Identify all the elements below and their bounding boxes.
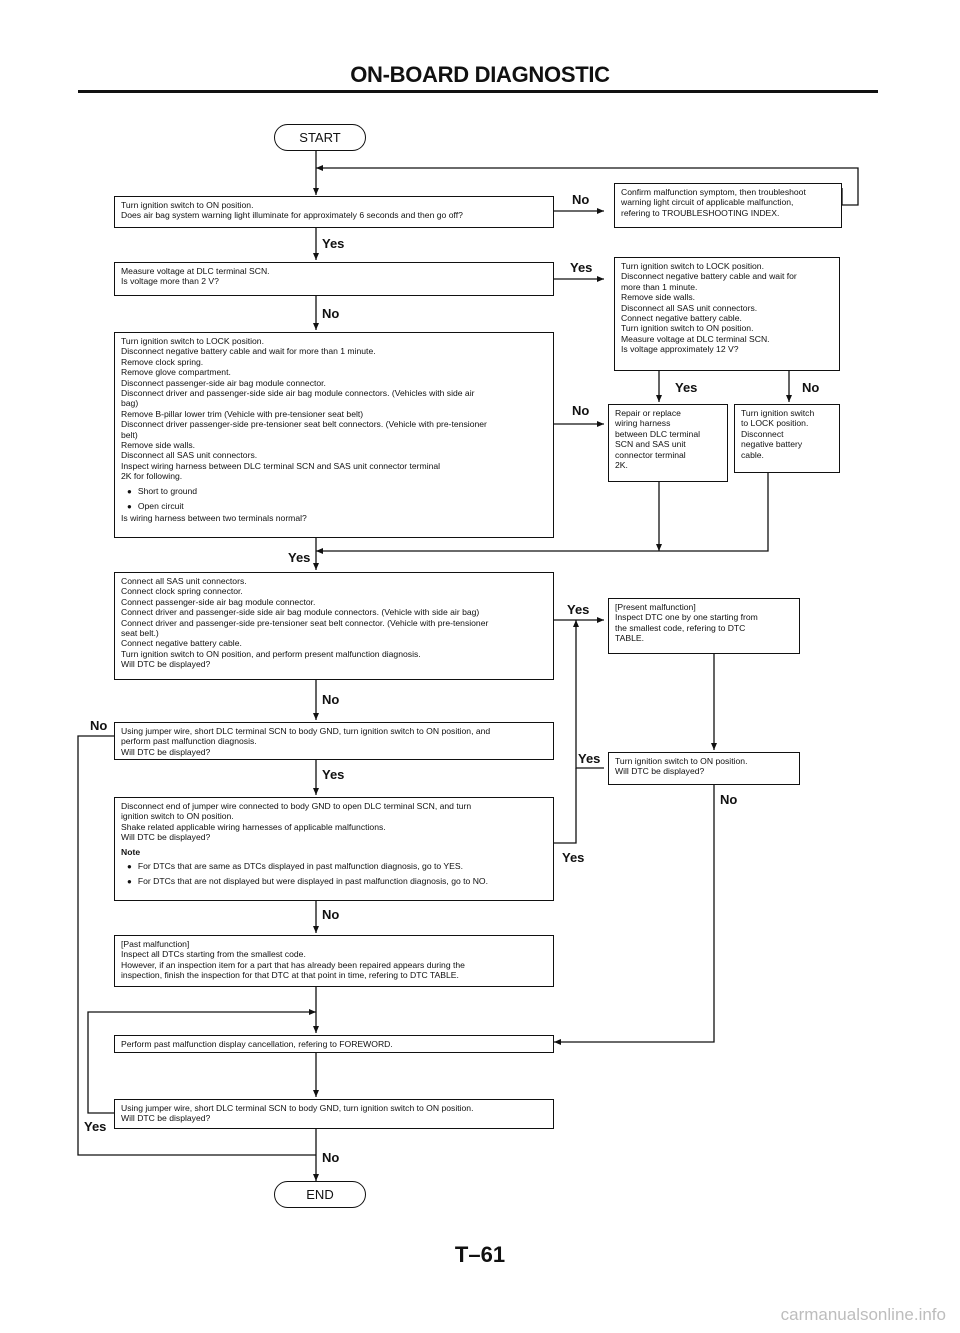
lock-line-7: Turn ignition switch to ON position. [621,323,754,334]
present-line-2: Inspect DTC one by one starting from [615,612,758,623]
tilock-line-2: to LOCK position. [741,418,809,429]
connect-line-3: Connect passenger-side air bag module connector. [121,596,316,607]
big-line-1: Turn ignition switch to LOCK position. [121,336,264,346]
label-q2-no: No [322,306,340,321]
repair-line-3: between DLC terminal [615,428,701,439]
connect-line-6: seat belt.) [121,628,159,639]
label-q1-yes: Yes [322,236,345,251]
lock-line-3: more than 1 minute. [621,281,698,292]
big-line-6: Disconnect driver and passenger-side side air bag module connectors. (Vehicles with side air [121,388,475,399]
label-disconnect-yes: Yes [562,850,585,865]
start-terminal: START [274,124,366,151]
q2-line-1: Measure voltage at DLC terminal SCN. [121,266,270,276]
repair-line-5: connector terminal [615,449,686,460]
jumper-line-3: Will DTC be displayed? [121,746,211,757]
big-bullet-short: ● Short to ground [121,486,547,497]
big-line-13: Inspect wiring harness between DLC terminal SCN and SAS unit connector terminal [121,460,441,471]
box-cancel-past-malfunction [114,1035,554,1053]
box-harness-inspection [114,332,554,538]
box-measure-voltage [114,262,554,296]
box-ignition-lock-disconnect [734,404,840,473]
label-q2-yes: Yes [570,260,593,275]
label-big-yes: Yes [288,550,311,565]
q1-line-2: Does air bag system warning light illuminate for approximately 6 seconds and then go off? [121,210,463,221]
note-bullet-no: ● For DTCs that are not displayed but were displayed in past malfunction diagnosis, go to NO. [121,876,547,887]
big-line-9: Disconnect driver passenger-side pre-tensioner seat belt connectors. (Vehicle with pre-tensioner [121,419,487,430]
box-jumper-past-diagnosis [114,722,554,760]
confirm-line-1: Confirm malfunction symptom, then troubleshoot [621,187,806,197]
label-lock-yes: Yes [675,380,698,395]
label-connect-yes: Yes [567,602,590,617]
big-line-2: Disconnect negative battery cable and wait for more than 1 minute. [121,346,376,357]
watermark: carmanualsonline.info [780,1305,946,1324]
past-line-1: [Past malfunction] [121,939,190,949]
lock-line-2: Disconnect negative battery cable and wait for [621,271,797,282]
tilock-line-1: Turn ignition switch [741,408,815,418]
present-line-3: the smallest code, refering to DTC [615,622,746,633]
lock-line-1: Turn ignition switch to LOCK position. [621,261,764,271]
tilock-line-4: negative battery [741,439,803,450]
q2-line-2: Is voltage more than 2 V? [121,276,219,287]
box-ignition-on-warning-light [114,196,554,228]
jumper2-line-2: Will DTC be displayed? [121,1113,211,1124]
label-tion-yes: Yes [578,751,601,766]
box-confirm-malfunction [614,183,842,228]
past-line-3: However, if an inspection item for a part that has already been repaired appears during the [121,959,465,970]
label-jumper2-no: No [322,1150,340,1165]
connect-line-4: Connect driver and passenger-side side air bag module connectors. (Vehicle with side air bag) [121,607,480,618]
repair-line-2: wiring harness [615,418,671,429]
box-connect-all [114,572,554,680]
connect-line-2: Connect clock spring connector. [121,586,243,597]
tilock-line-5: cable. [741,449,764,460]
big-line-4: Remove glove compartment. [121,367,231,378]
present-line-1: [Present malfunction] [615,602,696,612]
big-bullet-open: ● Open circuit [121,501,547,512]
end-terminal: END [274,1181,366,1208]
big-line-8: Remove B-pillar lower trim (Vehicle with pre-tensioner seat belt) [121,408,364,419]
connect-line-7: Connect negative battery cable. [121,638,242,649]
label-disconnect-no: No [322,907,340,922]
note-bullet-yes: ● For DTCs that are same as DTCs displayed in past malfunction diagnosis, go to YES. [121,861,547,872]
big-line-10: belt) [121,429,138,440]
tilock-line-3: Disconnect [741,428,784,439]
tion-line-1: Turn ignition switch to ON position. [615,756,748,766]
connect-line-9: Will DTC be displayed? [121,659,211,670]
lock-line-6: Connect negative battery cable. [621,313,742,324]
q1-line-1: Turn ignition switch to ON position. [121,200,254,210]
label-jumper-no: No [90,718,108,733]
label-big-no: No [572,403,590,418]
disconnect-line-2: ignition switch to ON position. [121,811,234,822]
disconnect-line-3: Shake related applicable wiring harnesses of applicable malfunctions. [121,821,386,832]
label-connect-no: No [322,692,340,707]
box-ignition-on-dtc [608,752,800,785]
box-past-malfunction [114,935,554,987]
label-jumper2-yes: Yes [84,1119,107,1134]
past-line-4: inspection, finish the inspection for that DTC at that point in time, refering to DTC TABLE. [121,970,459,981]
cancel-line-1: Perform past malfunction display cancellation, refering to FOREWORD. [121,1039,393,1049]
big-line-last: Is wiring harness between two terminals normal? [121,512,307,523]
connect-line-8: Turn ignition switch to ON position, and perform present malfunction diagnosis. [121,648,421,659]
label-tion-no: No [720,792,738,807]
big-line-14: 2K for following. [121,471,183,482]
jumper-line-2: perform past malfunction diagnosis. [121,736,257,747]
past-line-2: Inspect all DTCs starting from the smallest code. [121,949,306,960]
disconnect-line-4: Will DTC be displayed? [121,832,211,843]
big-line-3: Remove clock spring. [121,356,204,367]
label-lock-no: No [802,380,820,395]
big-line-11: Remove side walls. [121,440,196,451]
page-number: T–61 [454,1242,506,1267]
box-lock-measure [614,257,840,371]
lock-line-8: Measure voltage at DLC terminal SCN. [621,333,770,344]
repair-line-4: SCN and SAS unit [615,439,686,450]
tion-line-2: Will DTC be displayed? [615,766,705,777]
confirm-line-2: warning light circuit of applicable malfunction, [621,197,794,208]
repair-line-6: 2K. [615,460,628,471]
box-disconnect-jumper [114,797,554,901]
connect-line-5: Connect driver and passenger-side pre-tensioner seat belt connector. (Vehicle with pre-tensioner [121,617,489,628]
disconnect-line-1: Disconnect end of jumper wire connected to body GND to open DLC terminal SCN, and turn [121,801,472,811]
jumper2-line-1: Using jumper wire, short DLC terminal SCN to body GND, turn ignition switch to ON position. [121,1103,474,1113]
big-line-12: Disconnect all SAS unit connectors. [121,450,258,461]
connect-line-1: Connect all SAS unit connectors. [121,576,247,586]
lock-line-9: Is voltage approximately 12 V? [621,344,739,355]
big-line-5: Disconnect passenger-side air bag module connector. [121,377,326,388]
confirm-line-3: refering to TROUBLESHOOTING INDEX. [621,207,780,218]
box-present-malfunction [608,598,800,654]
big-line-7: bag) [121,398,139,409]
label-q1-no: No [572,192,590,207]
lock-line-4: Remove side walls. [621,292,696,303]
box-jumper-on [114,1099,554,1129]
box-repair-harness [608,404,728,482]
note-label: Note [121,846,141,857]
present-line-4: TABLE. [615,633,644,644]
jumper-line-1: Using jumper wire, short DLC terminal SCN to body GND, turn ignition switch to ON position, and [121,726,491,736]
lock-line-5: Disconnect all SAS unit connectors. [621,302,758,313]
repair-line-1: Repair or replace [615,408,681,418]
label-jumper-yes: Yes [322,767,345,782]
page-title: ON-BOARD DIAGNOSTIC [350,62,610,87]
